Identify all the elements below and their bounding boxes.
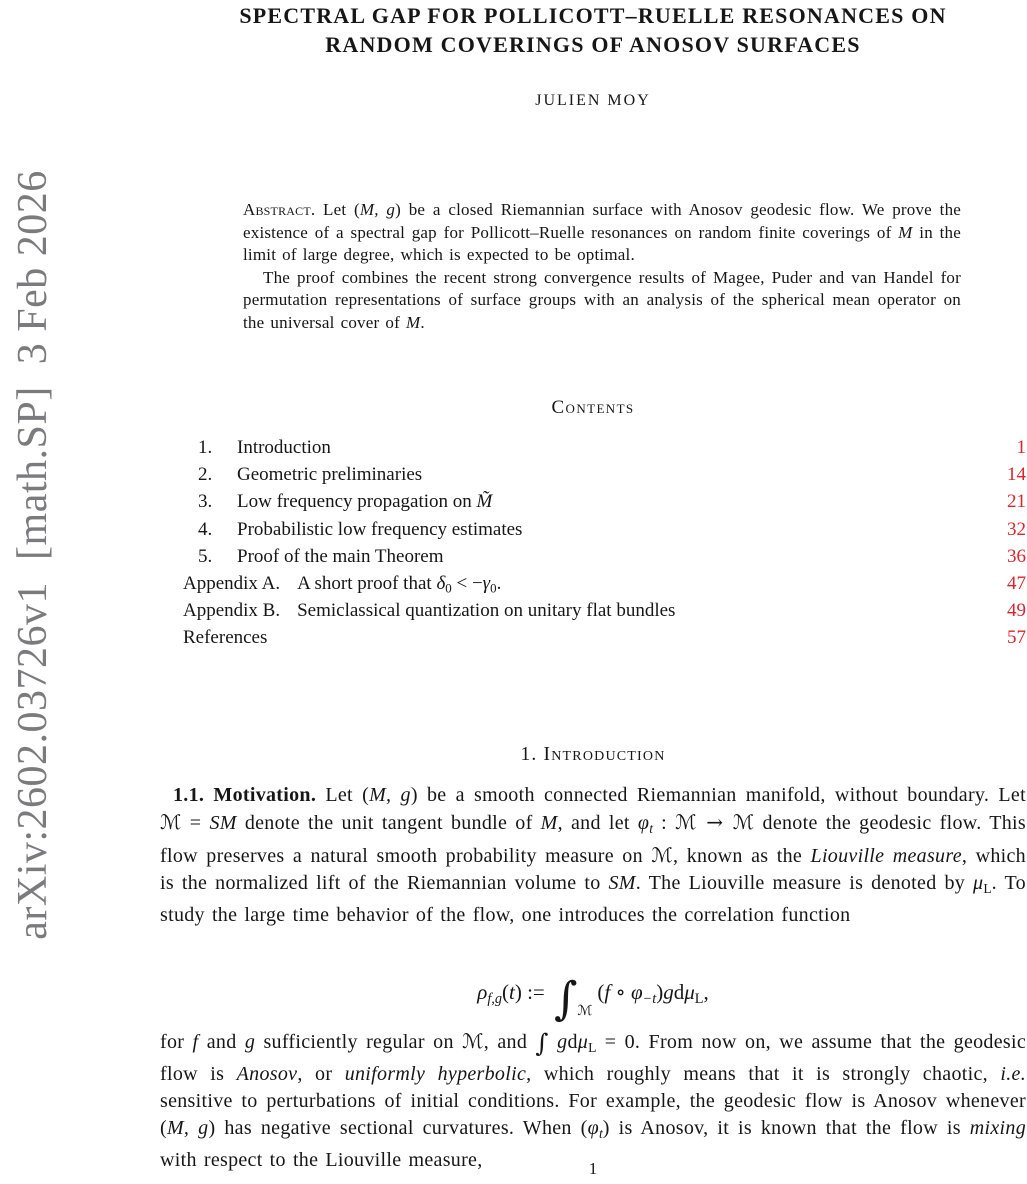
toc-label: Probabilistic low frequency estimates (237, 518, 523, 540)
abstract-paragraph-1-text: Let (M, g) be a closed Riemannian surface with Anosov geodesic flow. We prove the existence of a spectral gap for Pollicott–Ruelle resonances on random finite coverings of M in the limit of large degree, which is expected to be optimal. (243, 200, 962, 265)
toc-page-link[interactable]: 1 (1016, 437, 1026, 458)
table-of-contents (160, 437, 1026, 655)
display-equation-correlation-function: ρf,g(t) := $\int_ℳ(f$ ∘ φ−t)gdμL, (477, 971, 709, 1025)
contents-heading: Contents (551, 397, 635, 418)
abstract-paragraph-1 (243, 199, 961, 267)
toc-row-appendix-a (160, 573, 1026, 600)
toc-label: Proof of the main Theorem (237, 545, 444, 567)
toc-page-link[interactable]: 47 (1007, 572, 1026, 594)
toc-number: Appendix A. (183, 572, 281, 594)
toc-number: 5. (198, 545, 213, 567)
toc-page-link[interactable]: 14 (1007, 464, 1026, 486)
toc-label: Low frequency propagation on M̃ (237, 491, 493, 513)
abstract (243, 199, 961, 335)
author-name: JULIEN MOY (535, 92, 651, 109)
paragraph-motivation: 1.1. Motivation. Let (M, g) be a smooth connected Riemannian manifold, without boundary. Let ℳ = SM denote the unit tangent bundle of M, and let φt : ℳ → ℳ denote the geodesic flow. This flow preserves a natural smooth probability measure on ℳ, known as the Liouville measure, which is the normalized lift of the Riemannian volume to SM. The Liouville measure is denoted by μL. To study the large time behavior of the flow, one introduces the correlation function (160, 784, 1026, 926)
arxiv-stamp: arXiv:2602.03726v1 [math.SP] 3 Feb 2026 (10, 170, 56, 940)
toc-page-link[interactable]: 36 (1007, 545, 1026, 567)
paper-title (160, 1, 1026, 59)
toc-page-link[interactable]: 49 (1007, 600, 1026, 622)
abstract-paragraph-2: The proof combines the recent strong convergence results of Magee, Puder and van Handel for permutation representations of surface groups with an analysis of the spherical mean operator on the universal cover of M. (243, 267, 961, 332)
toc-number: Appendix B. (183, 600, 281, 622)
toc-label: References (183, 627, 268, 649)
paper-title-line1: SPECTRAL GAP FOR POLLICOTT–RUELLE RESONANCES ON (239, 3, 947, 28)
toc-number: 3. (198, 491, 213, 513)
page-number: 1 (588, 1159, 598, 1178)
toc-label: Geometric preliminaries (237, 464, 423, 486)
toc-row-appendix-b (160, 600, 1026, 627)
toc-label: Introduction (237, 437, 331, 458)
toc-row-introduction (160, 437, 1026, 464)
toc-number: 1. (198, 437, 213, 458)
toc-label: Semiclassical quantization on unitary flat bundles (297, 600, 676, 622)
toc-row-low-frequency-propagation (160, 491, 1026, 518)
toc-row-probabilistic-estimates (160, 519, 1026, 546)
toc-row-references (160, 627, 1026, 654)
toc-page-link[interactable]: 21 (1007, 491, 1026, 513)
toc-row-proof-main-theorem (160, 546, 1026, 573)
section-1-heading: 1. Introduction (520, 744, 666, 765)
paragraph-after-equation: for f and g sufficiently regular on ℳ, and ∫ gdμL = 0. From now on, we assume that the geodesic flow is Anosov, or uniformly hyperbolic, which roughly means that it is strongly chaotic, i.e. sensitive to perturbations of initial conditions. For example, the geodesic flow is Anosov whenever (M, g) has negative sectional curvatures. When (φt) is Anosov, it is known that the flow is mixing with respect to the Liouville measure, (160, 1028, 1027, 1171)
toc-page-link[interactable]: 32 (1007, 518, 1026, 540)
toc-number: 2. (198, 464, 213, 486)
toc-label: A short proof that δ0 < −γ0. (297, 572, 502, 596)
toc-number: 4. (198, 518, 213, 540)
text-block (160, 0, 1026, 1184)
paper-title-line2: RANDOM COVERINGS OF ANOSOV SURFACES (325, 32, 861, 57)
toc-row-geometric-preliminaries (160, 464, 1026, 491)
abstract-label: Abstract. (243, 200, 316, 219)
toc-page-link[interactable]: 57 (1007, 627, 1026, 649)
